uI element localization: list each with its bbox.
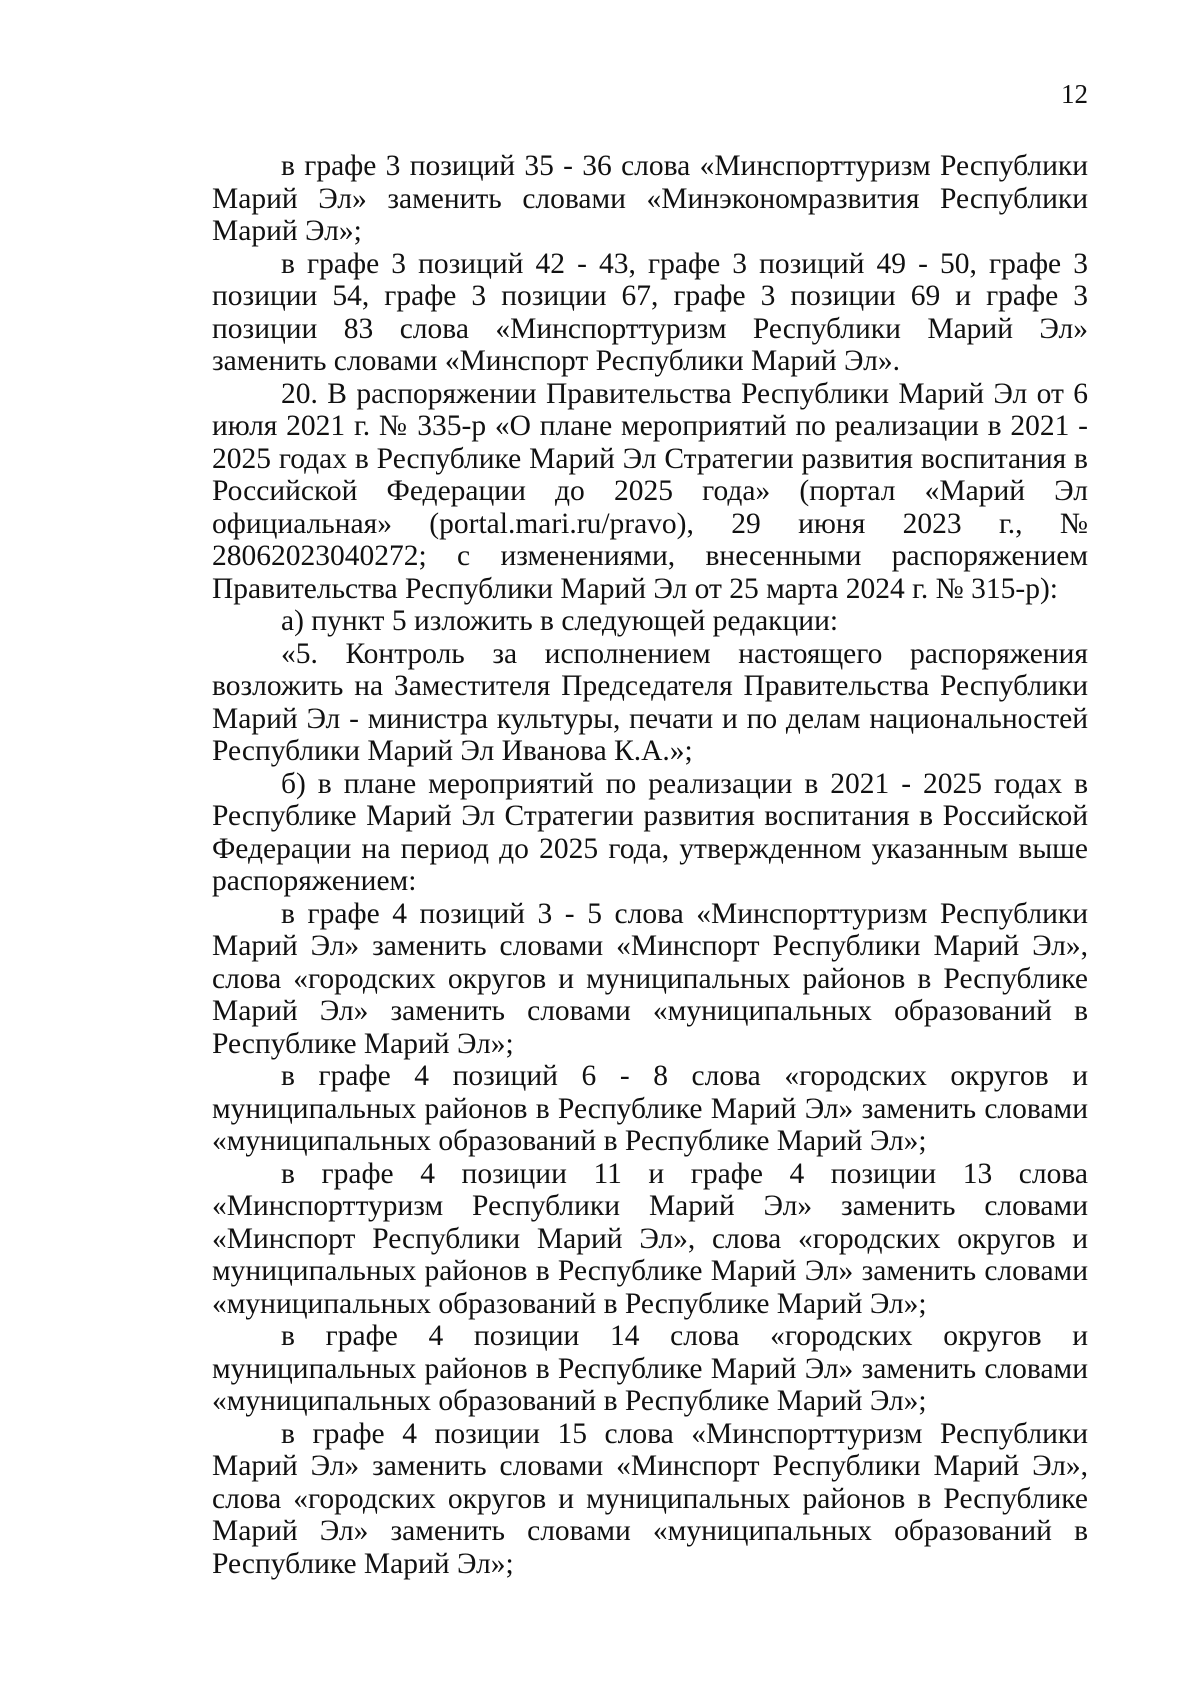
- paragraph-point-5-text: «5. Контроль за исполнением настоящего распоряжения возложить на Заместителя Председателя Правительства Республики Марий Эл - министра культуры, печати и по делам национальностей Республики Марий Эл Иванова К.А.»;: [212, 637, 1088, 767]
- paragraph-grafa4-6-8: в графе 4 позиций 6 - 8 слова «городских округов и муниципальных районов в Республике Марий Эл» заменить словами «муниципальных образований в Республике Марий Эл»;: [212, 1060, 1088, 1157]
- paragraph-grafa4-14: в графе 4 позиции 14 слова «городских округов и муниципальных районов в Республике Марий Эл» заменить словами «муниципальных образований в Республике Марий Эл»;: [212, 1320, 1088, 1417]
- paragraph-subitem-b: б) в плане мероприятий по реализации в 2021 - 2025 годах в Республике Марий Эл Стратегии развития воспитания в Российской Федерации на период до 2025 года, утвержденном указанным выше распоряжением:: [212, 767, 1088, 897]
- page-number: 12: [1061, 79, 1088, 109]
- document-body: [212, 150, 1088, 1580]
- paragraph-subitem-a: а) пункт 5 изложить в следующей редакции:: [281, 605, 839, 637]
- paragraph-grafa4-3-5: в графе 4 позиций 3 - 5 слова «Минспорттуризм Республики Марий Эл» заменить словами «Минспорт Республики Марий Эл», слова «городских округов и муниципальных районов в Республике Марий Эл» заменить словами «муниципальных образований в Республике Марий Эл»;: [212, 897, 1088, 1060]
- paragraph-grafa3-positions: в графе 3 позиций 42 - 43, графе 3 позиций 49 - 50, графе 3 позиции 54, графе 3 позиции 67, графе 3 позиции 69 и графе 3 позиции 83 слова «Минспорттуризм Республики Марий Эл» заменить словами «Минспорт Республики Марий Эл».: [212, 247, 1088, 377]
- paragraph-grafa4-15: в графе 4 позиции 15 слова «Минспорттуризм Республики Марий Эл» заменить словами «Минспорт Республики Марий Эл», слова «городских округов и муниципальных районов в Республике Марий Эл» заменить словами «муниципальных образований в Республике Марий Эл»;: [212, 1417, 1088, 1580]
- paragraph-grafa4-11-13: в графе 4 позиции 11 и графе 4 позиции 13 слова «Минспорттуризм Республики Марий Эл» заменить словами «Минспорт Республики Марий Эл», слова «городских округов и муниципальных районов в Республике Марий Эл» заменить словами «муниципальных образований в Республике Марий Эл»;: [212, 1157, 1088, 1320]
- paragraph-item-20: 20. В распоряжении Правительства Республики Марий Эл от 6 июля 2021 г. № 335-р «О плане мероприятий по реализации в 2021 - 2025 годах в Республике Марий Эл Стратегии развития воспитания в Российской Федерации до 2025 года» (портал «Марий Эл официальная» (portal.mari.ru/pravo), 29 июня 2023 г., № 28062023040272; с изменениями, внесенными распоряжением Правительства Республики Марий Эл от 25 марта 2024 г. № 315-р):: [212, 377, 1088, 605]
- paragraph-grafa3-35-36: в графе 3 позиций 35 - 36 слова «Минспорттуризм Республики Марий Эл» заменить словами «Минэкономразвития Республики Марий Эл»;: [212, 150, 1088, 247]
